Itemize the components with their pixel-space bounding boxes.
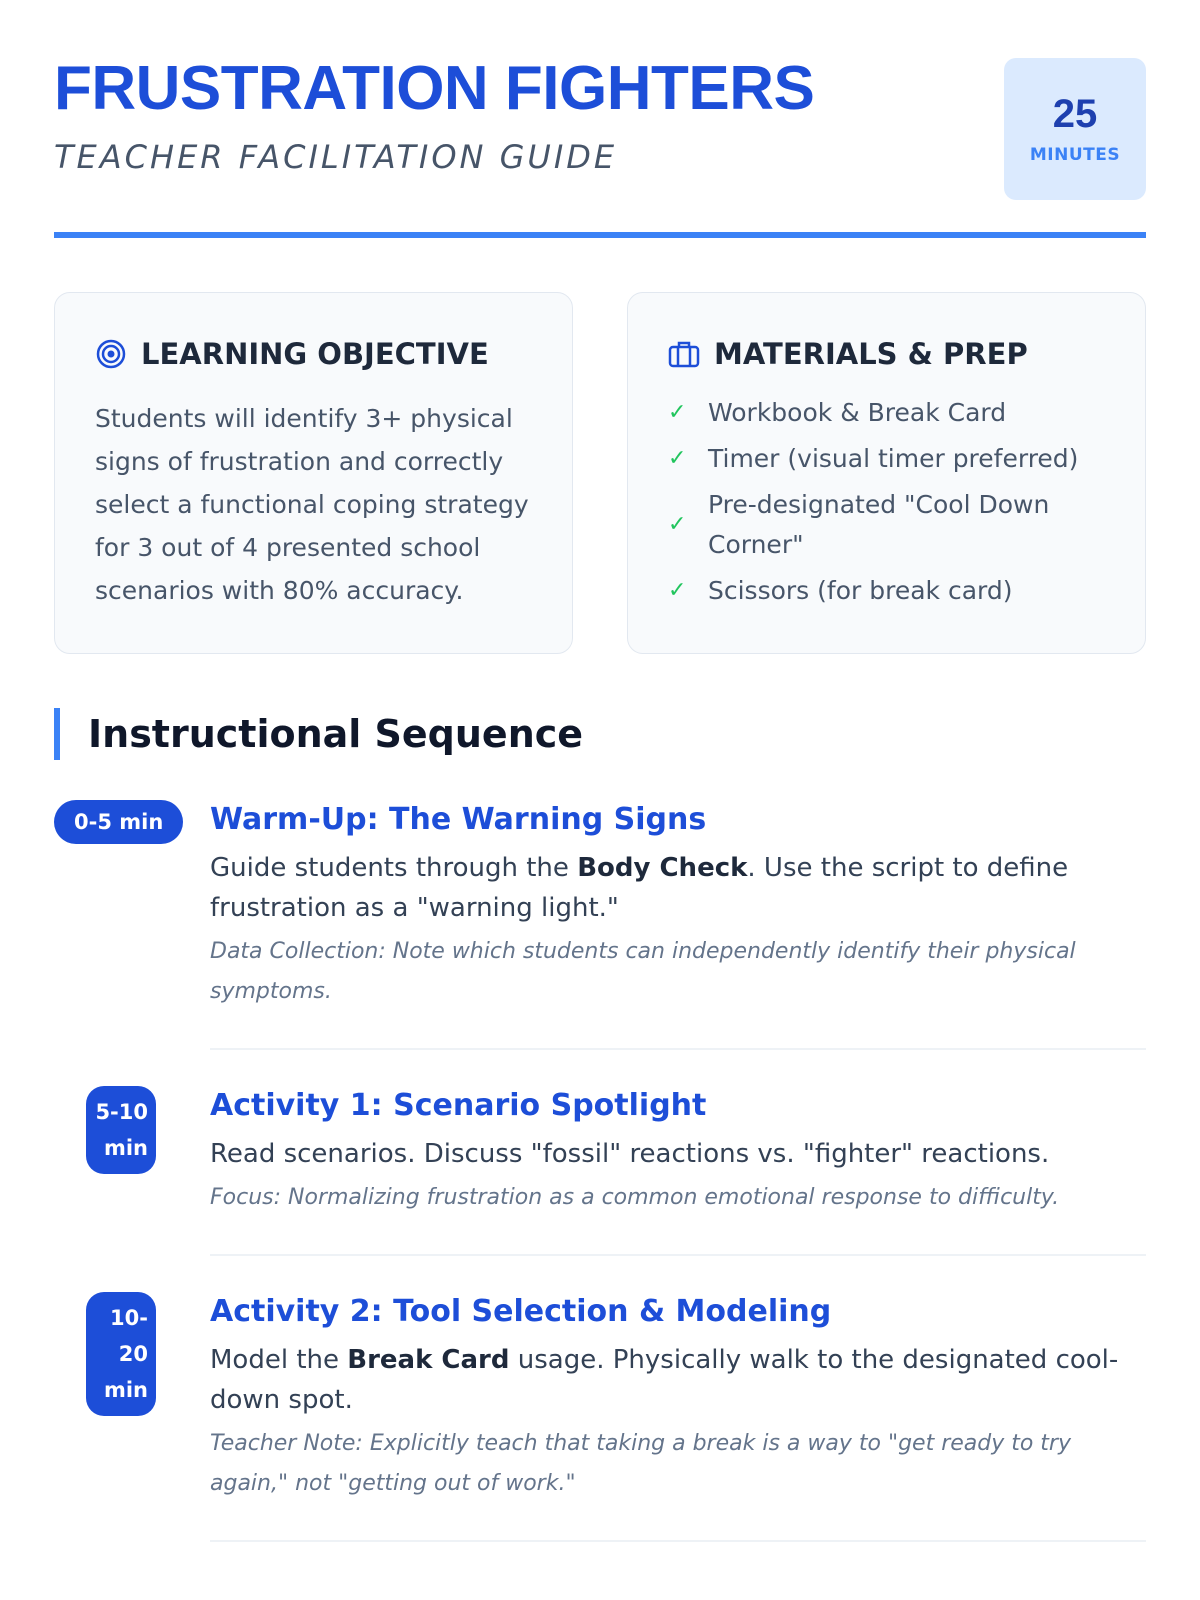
- check-icon: ✓: [668, 400, 687, 425]
- step-description: [210, 1134, 1146, 1174]
- duration-unit: MINUTES: [1029, 145, 1121, 165]
- materials-card: [627, 292, 1146, 654]
- step-content: [210, 1292, 1146, 1542]
- step-desc-text: usage. Physically walk to the designated cool-down spot.: [210, 1345, 1119, 1415]
- step-desc-text: . Use the script to define frustration as a "warning light.": [210, 853, 1069, 923]
- duration-badge: [1004, 58, 1146, 200]
- time-badge: 10-20 min: [86, 1292, 156, 1416]
- step-content: [210, 1086, 1146, 1256]
- materials-card-header: [668, 337, 1105, 371]
- step-note: Data Collection: Note which students can independently identify their physical symptoms.: [210, 939, 1076, 1004]
- time-badge: 0-5 min: [54, 800, 183, 844]
- step-time-column: [54, 1292, 210, 1578]
- step-time-column: [54, 800, 210, 1086]
- objective-card-header: [95, 337, 532, 371]
- page-title: FRUSTRATION FIGHTERS: [54, 54, 815, 123]
- materials-list: [668, 393, 1105, 611]
- check-icon: ✓: [668, 578, 687, 603]
- objective-title: LEARNING OBJECTIVE: [141, 337, 489, 371]
- duration-value: 25: [1052, 92, 1098, 136]
- page-subtitle: TEACHER FACILITATION GUIDE: [54, 138, 618, 176]
- section-title: Instructional Sequence: [54, 708, 1146, 760]
- step-desc-bold: Body Check: [577, 853, 748, 883]
- step-item: [54, 1086, 1146, 1292]
- materials-item: [668, 485, 1105, 565]
- info-cards: [54, 292, 1146, 654]
- objective-text: Students will identify 3+ physical signs of frustration and correctly select a functional coping strategy for 3 out of 4 presented school scenarios with 80% accuracy.: [95, 404, 529, 605]
- materials-item: [668, 439, 1105, 479]
- materials-item-label: Scissors (for break card): [708, 576, 1013, 605]
- step-item: [54, 1292, 1146, 1578]
- materials-item-label: Pre-designated "Cool Down Corner": [708, 490, 1050, 559]
- time-badge: 5-10 min: [86, 1086, 156, 1174]
- step-desc-bold: Break Card: [347, 1345, 510, 1375]
- objective-card: [54, 292, 573, 654]
- step-title: Warm-Up: The Warning Signs: [210, 802, 707, 837]
- step-description: [210, 1340, 1146, 1420]
- page-header: [54, 54, 1146, 238]
- check-icon: ✓: [668, 512, 687, 537]
- step-description: [210, 848, 1146, 928]
- target-icon: [95, 338, 127, 370]
- materials-item: [668, 571, 1105, 611]
- step-note: Teacher Note: Explicitly teach that taking a break is a way to "get ready to try again," not "getting out of work.": [210, 1431, 1071, 1496]
- step-desc-text: Model the: [210, 1345, 348, 1375]
- materials-title: MATERIALS & PREP: [714, 337, 1028, 371]
- step-time-column: [54, 1086, 210, 1292]
- instruction-steps: [54, 800, 1146, 1578]
- step-content: [210, 800, 1146, 1050]
- step-desc-text: Read scenarios. Discuss "fossil" reactions vs. "fighter" reactions.: [210, 1139, 1050, 1169]
- step-note: Focus: Normalizing frustration as a common emotional response to difficulty.: [210, 1185, 1060, 1210]
- materials-item-label: Timer (visual timer preferred): [708, 444, 1079, 473]
- step-title: Activity 2: Tool Selection & Modeling: [210, 1294, 832, 1329]
- step-title: Activity 1: Scenario Spotlight: [210, 1088, 707, 1123]
- step-desc-text: Guide students through the: [210, 853, 578, 883]
- step-item: [54, 800, 1146, 1086]
- briefcase-icon: [668, 338, 700, 370]
- materials-item: [668, 393, 1105, 433]
- check-icon: ✓: [668, 446, 687, 471]
- materials-item-label: Workbook & Break Card: [708, 398, 1007, 427]
